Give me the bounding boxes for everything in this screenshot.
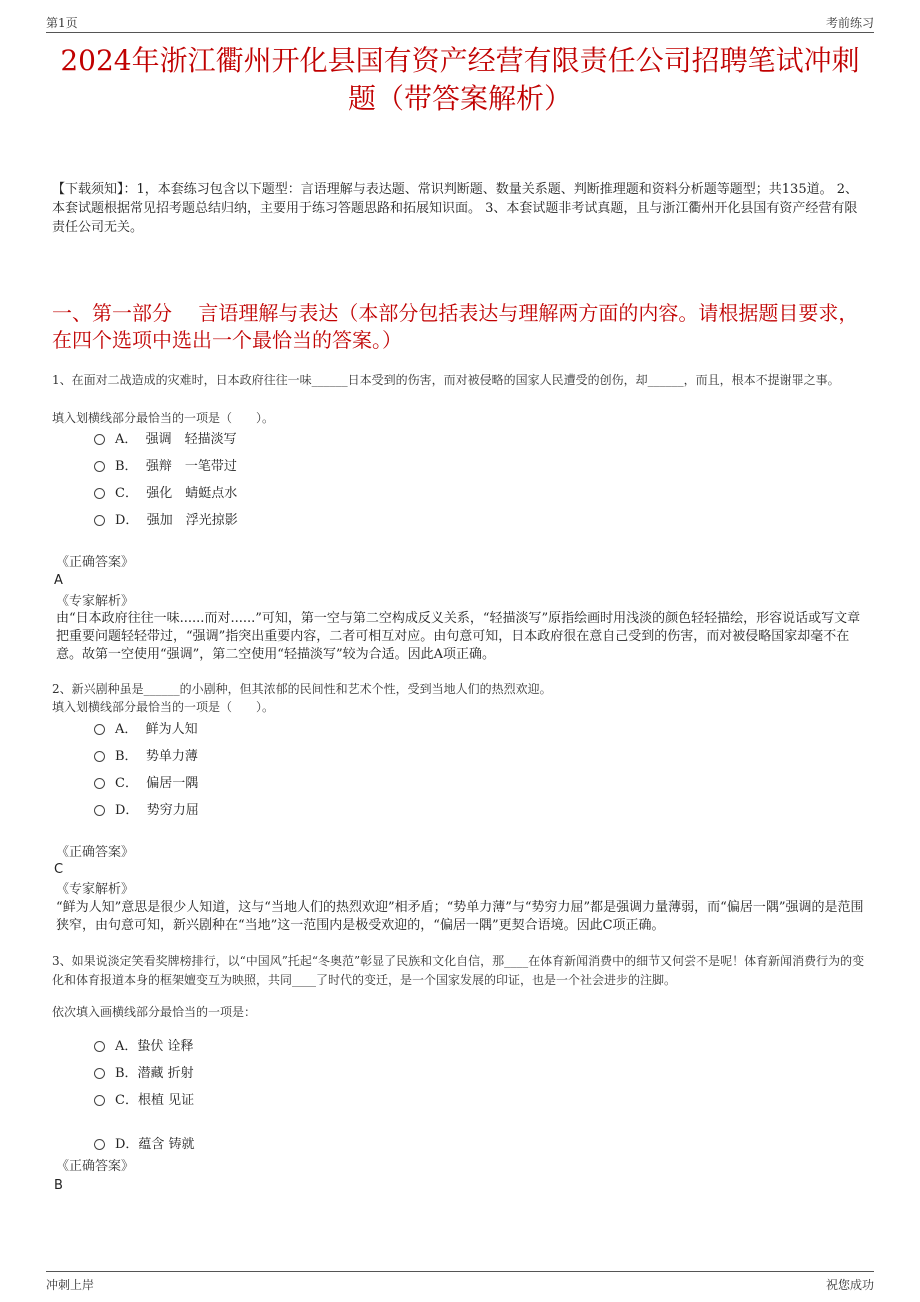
page-header xyxy=(46,10,874,33)
option-label: D． 势穷力屈 xyxy=(115,803,199,818)
question-1-stem: 1、在面对二战造成的灾难时，日本政府往往一味______日本受到的伤害，而对被侵略的国家人民遭受的创伤，却______，而且，根本不提谢罪之事。 xyxy=(52,373,840,387)
radio-icon[interactable] xyxy=(94,1139,105,1150)
analysis-text: “鲜为人知”意思是很少人知道，这与“当地人们的热烈欢迎”相矛盾；“势单力薄”与“势穷力屈”都是强调力量薄弱，而“偏居一隅”强调的是范围狭窄，由句意可知，新兴剧种在“当地”这一范围内是极受欢迎的，“偏居一隅”更契合语境。因此C项正确。 xyxy=(56,900,864,933)
footer-right: 祝您成功 xyxy=(825,1278,874,1292)
radio-icon[interactable] xyxy=(94,1068,105,1079)
header-right-label: 考前练习 xyxy=(825,16,874,30)
option-label: A．蛰伏 诠释 xyxy=(115,1039,194,1054)
answer-value: B xyxy=(54,1178,63,1193)
question-2-options xyxy=(94,716,199,824)
answer-label: 《正确答案》 xyxy=(56,555,135,570)
option-a[interactable] xyxy=(94,1033,195,1060)
answer-label: 《正确答案》 xyxy=(56,845,135,860)
option-label: C．根植 见证 xyxy=(115,1093,195,1108)
analysis-label: 《专家解析》 xyxy=(56,594,135,609)
page-number: 第1页 xyxy=(46,16,78,30)
question-2-prompt: 填入划横线部分最恰当的一项是（ ）。 xyxy=(52,700,275,714)
download-notice: 【下载须知】：1，本套练习包含以下题型：言语理解与表达题、常识判断题、数量关系题、判断推理题和资料分析题等题型；共135道。 2、本套试题根据常见招考题总结归纳，主要用于练习答题思路和拓展知识面。 3、本套试题非考试真题，且与浙江衢州开化县国有资产经营有限责任公司无关。 xyxy=(52,182,858,235)
option-label: D． 强加 浮光掠影 xyxy=(115,513,238,528)
option-a[interactable] xyxy=(94,426,238,453)
option-label: D．蕴含 铸就 xyxy=(115,1137,195,1152)
option-b[interactable] xyxy=(94,743,199,770)
option-b[interactable] xyxy=(94,453,238,480)
option-b[interactable] xyxy=(94,1060,195,1087)
radio-icon[interactable] xyxy=(94,805,105,816)
analysis-label: 《专家解析》 xyxy=(56,882,135,897)
option-label: C． 偏居一隅 xyxy=(115,776,199,791)
analysis-text: 由“日本政府往往一味......而对......”可知，第一空与第二空构成反义关系，“轻描淡写”原指绘画时用浅淡的颜色轻轻描绘，形容说话或写文章把重要问题轻轻带过，“强调”指突出重要内容，二者可相互对应。由句意可知，日本政府很在意自己受到的伤害，而对被侵略国家却毫不在意。故第一空使用“强调”，第二空使用“轻描淡写”较为合适。因此A项正确。 xyxy=(56,611,861,662)
radio-icon[interactable] xyxy=(94,515,105,526)
answer-label: 《正确答案》 xyxy=(56,1159,135,1174)
question-2-stem: 2、新兴剧种虽是______的小剧种，但其浓郁的民间性和艺术个性，受到当地人们的热烈欢迎。 xyxy=(52,682,552,696)
question-1-options xyxy=(94,426,238,534)
section-heading: 一、第一部分 言语理解与表达（本部分包括表达与理解两方面的内容。请根据题目要求，在四个选项中选出一个最恰当的答案。） xyxy=(52,301,859,352)
option-d[interactable] xyxy=(94,1131,195,1158)
radio-icon[interactable] xyxy=(94,751,105,762)
footer-left: 冲刺上岸 xyxy=(46,1278,95,1292)
answer-value: A xyxy=(54,573,63,588)
option-label: B．潜藏 折射 xyxy=(115,1066,194,1081)
option-c[interactable] xyxy=(94,770,199,797)
answer-value: C xyxy=(54,862,64,877)
option-c[interactable] xyxy=(94,480,238,507)
radio-icon[interactable] xyxy=(94,488,105,499)
question-3-options xyxy=(94,1033,195,1158)
option-label: B． 强辩 一笔带过 xyxy=(115,459,237,474)
option-label: B． 势单力薄 xyxy=(115,749,198,764)
question-3-stem: 3、如果说淡定笑看奖牌榜排行，以“中国风”托起“冬奥范”彰显了民族和文化自信，那____在体育新闻消费中的细节又何尝不是呢！体育新闻消费行为的变化和体育报道本身的框架嬗变互为映照，共同____了时代的变迁，是一个国家发展的印证，也是一个社会进步的注脚。 xyxy=(52,954,865,987)
option-d[interactable] xyxy=(94,507,238,534)
option-a[interactable] xyxy=(94,716,199,743)
option-c[interactable] xyxy=(94,1087,195,1114)
radio-icon[interactable] xyxy=(94,461,105,472)
radio-icon[interactable] xyxy=(94,1095,105,1106)
option-label: A． 鲜为人知 xyxy=(115,722,198,737)
radio-icon[interactable] xyxy=(94,724,105,735)
option-label: C． 强化 蜻蜓点水 xyxy=(115,486,238,501)
document-title: 2024年浙江衢州开化县国有资产经营有限责任公司招聘笔试冲刺题（带答案解析） xyxy=(60,44,860,115)
radio-icon[interactable] xyxy=(94,1041,105,1052)
option-label: A． 强调 轻描淡写 xyxy=(115,432,237,447)
option-d[interactable] xyxy=(94,797,199,824)
page-footer xyxy=(46,1271,874,1298)
question-1-prompt: 填入划横线部分最恰当的一项是（ ）。 xyxy=(52,411,275,425)
question-3-prompt: 依次填入画横线部分最恰当的一项是： xyxy=(52,1005,257,1019)
radio-icon[interactable] xyxy=(94,778,105,789)
radio-icon[interactable] xyxy=(94,434,105,445)
